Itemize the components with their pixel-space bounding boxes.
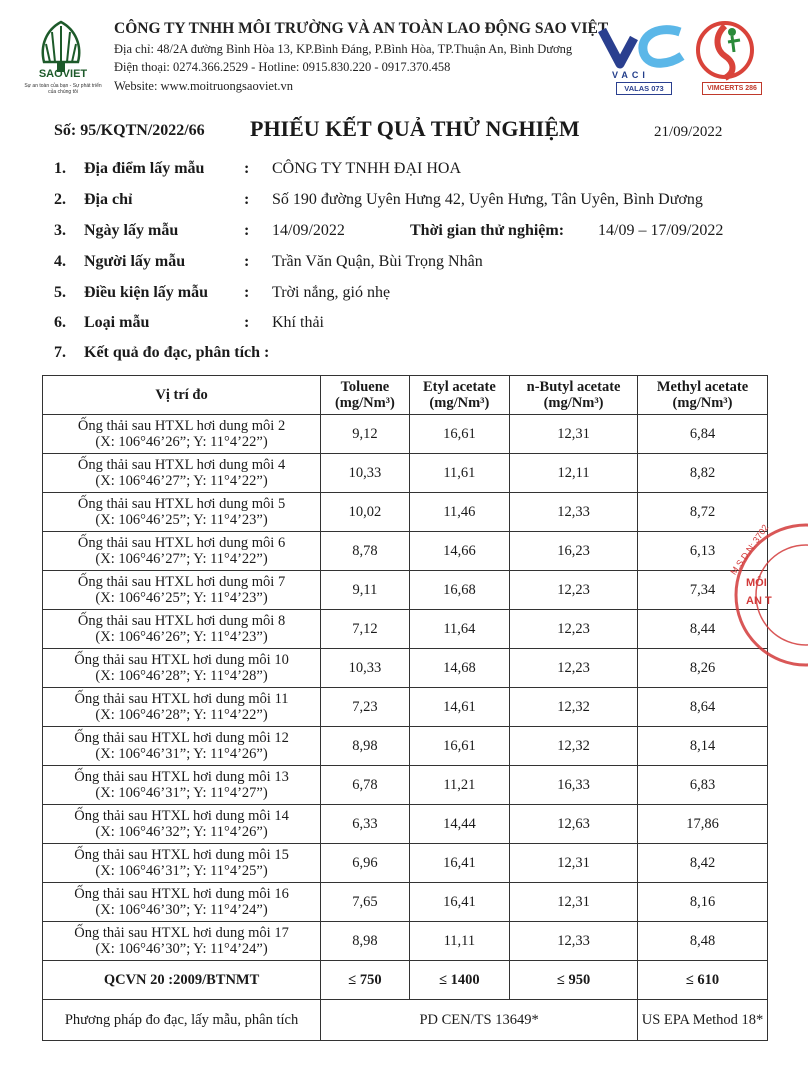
position-coordinates: (X: 106°46’25”; Y: 11°4’23”) <box>95 512 268 528</box>
value-cell: 12,31 <box>510 844 638 883</box>
info-value: Trần Văn Quận, Bùi Trọng Nhân <box>272 253 483 270</box>
position-cell <box>43 610 321 649</box>
company-website: Website: www.moitruongsaoviet.vn <box>114 79 294 93</box>
value-cell: 8,64 <box>638 688 768 727</box>
value-cell: 7,23 <box>321 688 410 727</box>
value-cell: 12,31 <box>510 415 638 454</box>
info-number: 3. <box>54 222 66 239</box>
value-cell: 8,48 <box>638 922 768 961</box>
position-name: Ống thải sau HTXL hơi dung môi 17 <box>74 925 289 941</box>
value-cell: 10,02 <box>321 493 410 532</box>
position-name: Ống thải sau HTXL hơi dung môi 11 <box>74 691 289 707</box>
position-cell <box>43 454 321 493</box>
info-label: Kết quả đo đạc, phân tích : <box>84 344 270 361</box>
value-cell: 16,41 <box>409 883 509 922</box>
position-name: Ống thải sau HTXL hơi dung môi 8 <box>77 613 286 629</box>
value-cell: 11,64 <box>409 610 509 649</box>
position-name: Ống thải sau HTXL hơi dung môi 7 <box>77 574 286 590</box>
value-cell: 12,32 <box>510 688 638 727</box>
value-cell: 11,61 <box>409 454 509 493</box>
table-row <box>43 688 768 727</box>
report-number: Số: 95/KQTN/2022/66 <box>54 122 205 139</box>
value-cell: 12,23 <box>510 571 638 610</box>
position-coordinates: (X: 106°46’27”; Y: 11°4’22”) <box>95 551 268 567</box>
red-seal-stamp-icon <box>728 520 808 670</box>
table-row <box>43 844 768 883</box>
info-value: Trời nắng, gió nhẹ <box>272 284 391 301</box>
position-coordinates: (X: 106°46’31”; Y: 11°4’25”) <box>95 863 268 879</box>
value-cell: 16,68 <box>409 571 509 610</box>
position-cell <box>43 493 321 532</box>
logo-tagline: Sự an toàn của bạn - Sự phát triển của chúng tôi <box>24 83 102 95</box>
position-name: Ống thải sau HTXL hơi dung môi 2 <box>77 418 286 434</box>
info-value: Khí thải <box>272 314 324 331</box>
value-cell: 8,26 <box>638 649 768 688</box>
value-cell: 7,34 <box>638 571 768 610</box>
info-value: CÔNG TY TNHH ĐẠI HOA <box>272 160 462 177</box>
info-label: Địa điểm lấy mẫu <box>84 160 205 177</box>
value-cell: 6,84 <box>638 415 768 454</box>
header-methyl-acetate: Methyl acetate (mg/Nm³) <box>638 376 768 415</box>
position-coordinates: (X: 106°46’30”; Y: 11°4’24”) <box>95 902 268 918</box>
info-number: 1. <box>54 160 66 177</box>
table-row <box>43 493 768 532</box>
company-name: CÔNG TY TNHH MÔI TRƯỜNG VÀ AN TOÀN LAO ĐỘNG SAO VIỆT <box>114 20 609 37</box>
position-name: Ống thải sau HTXL hơi dung môi 12 <box>74 730 289 746</box>
value-cell: 12,31 <box>510 883 638 922</box>
position-name: Ống thải sau HTXL hơi dung môi 5 <box>77 496 286 512</box>
limit-cell: ≤ 950 <box>510 961 638 1000</box>
info-number: 4. <box>54 253 66 270</box>
header-position: Vị trí đo <box>43 376 321 415</box>
value-cell: 8,98 <box>321 727 410 766</box>
position-coordinates: (X: 106°46’31”; Y: 11°4’27”) <box>95 785 268 801</box>
value-cell: 12,32 <box>510 727 638 766</box>
value-cell: 16,23 <box>510 532 638 571</box>
value-cell: 12,23 <box>510 649 638 688</box>
info-label: Người lấy mẫu <box>84 253 186 270</box>
position-cell <box>43 571 321 610</box>
method-row <box>43 1000 768 1041</box>
limit-cell: ≤ 610 <box>638 961 768 1000</box>
value-cell: 12,33 <box>510 493 638 532</box>
info-number: 6. <box>54 314 66 331</box>
position-cell <box>43 532 321 571</box>
value-cell: 17,86 <box>638 805 768 844</box>
stamp-text: MÔI <box>746 577 767 589</box>
position-coordinates: (X: 106°46’25”; Y: 11°4’23”) <box>95 590 268 606</box>
value-cell: 7,12 <box>321 610 410 649</box>
vimcerts-logo-icon <box>694 16 756 88</box>
test-period-value: 14/09 – 17/09/2022 <box>598 222 724 239</box>
value-cell: 8,42 <box>638 844 768 883</box>
table-row <box>43 610 768 649</box>
table-row <box>43 454 768 493</box>
position-coordinates: (X: 106°46’28”; Y: 11°4’28”) <box>95 668 268 684</box>
value-cell: 6,78 <box>321 766 410 805</box>
info-label: Loại mẫu <box>84 314 150 331</box>
company-address: Địa chỉ: 48/2A đường Bình Hòa 13, KP.Bình Đáng, P.Bình Hòa, TP.Thuận An, Bình Dương <box>114 42 573 56</box>
table-row <box>43 727 768 766</box>
value-cell: 14,44 <box>409 805 509 844</box>
value-cell: 10,33 <box>321 454 410 493</box>
value-cell: 8,16 <box>638 883 768 922</box>
value-cell: 6,13 <box>638 532 768 571</box>
results-table <box>42 375 771 1041</box>
value-cell: 6,96 <box>321 844 410 883</box>
value-cell: 16,33 <box>510 766 638 805</box>
position-coordinates: (X: 106°46’28”; Y: 11°4’22”) <box>95 707 268 723</box>
limit-cell: ≤ 750 <box>321 961 410 1000</box>
value-cell: 12,63 <box>510 805 638 844</box>
method-us-epa: US EPA Method 18* <box>638 1000 768 1041</box>
table-row <box>43 766 768 805</box>
value-cell: 8,98 <box>321 922 410 961</box>
position-name: Ống thải sau HTXL hơi dung môi 13 <box>74 769 289 785</box>
value-cell: 6,83 <box>638 766 768 805</box>
value-cell: 9,12 <box>321 415 410 454</box>
table-row <box>43 883 768 922</box>
table-row <box>43 571 768 610</box>
value-cell: 11,46 <box>409 493 509 532</box>
standard-limit-row <box>43 961 768 1000</box>
position-name: Ống thải sau HTXL hơi dung môi 6 <box>77 535 286 551</box>
info-label: Ngày lấy mẫu <box>84 222 179 239</box>
value-cell: 12,23 <box>510 610 638 649</box>
vaci-text: VACI <box>612 70 649 80</box>
value-cell: 14,68 <box>409 649 509 688</box>
value-cell: 14,61 <box>409 688 509 727</box>
position-name: Ống thải sau HTXL hơi dung môi 10 <box>74 652 289 668</box>
info-number: 2. <box>54 191 66 208</box>
info-number: 7. <box>54 344 66 361</box>
value-cell: 8,72 <box>638 493 768 532</box>
value-cell: 11,21 <box>409 766 509 805</box>
info-label: Địa chỉ <box>84 191 133 208</box>
position-name: Ống thải sau HTXL hơi dung môi 15 <box>74 847 289 863</box>
info-value: Số 190 đường Uyên Hưng 42, Uyên Hưng, Tân Uyên, Bình Dương <box>272 191 703 208</box>
table-row <box>43 649 768 688</box>
report-title: PHIẾU KẾT QUẢ THỬ NGHIỆM <box>250 116 580 141</box>
value-cell: 7,65 <box>321 883 410 922</box>
table-row <box>43 922 768 961</box>
value-cell: 16,61 <box>409 415 509 454</box>
header-toluene: Toluene (mg/Nm³) <box>321 376 410 415</box>
method-label: Phương pháp đo đạc, lấy mẫu, phân tích <box>43 1000 321 1041</box>
standard-label: QCVN 20 :2009/BTNMT <box>43 961 321 1000</box>
table-row <box>43 805 768 844</box>
position-cell <box>43 727 321 766</box>
value-cell: 8,14 <box>638 727 768 766</box>
header-n-butyl-acetate: n-Butyl acetate (mg/Nm³) <box>510 376 638 415</box>
test-period-label: Thời gian thử nghiệm: <box>410 222 565 239</box>
value-cell: 9,11 <box>321 571 410 610</box>
value-cell: 11,11 <box>409 922 509 961</box>
table-row <box>43 415 768 454</box>
position-cell <box>43 415 321 454</box>
letterhead <box>0 0 768 110</box>
header-etyl-acetate: Etyl acetate (mg/Nm³) <box>409 376 509 415</box>
info-label: Điều kiện lấy mẫu <box>84 284 209 301</box>
value-cell: 16,41 <box>409 844 509 883</box>
report-date: 21/09/2022 <box>654 124 723 140</box>
value-cell: 8,82 <box>638 454 768 493</box>
position-cell <box>43 649 321 688</box>
position-cell <box>43 766 321 805</box>
position-cell <box>43 922 321 961</box>
position-coordinates: (X: 106°46’32”; Y: 11°4’26”) <box>95 824 268 840</box>
position-coordinates: (X: 106°46’26”; Y: 11°4’23”) <box>95 629 268 645</box>
position-name: Ống thải sau HTXL hơi dung môi 14 <box>74 808 289 824</box>
value-cell: 14,66 <box>409 532 509 571</box>
position-cell <box>43 805 321 844</box>
position-coordinates: (X: 106°46’26”; Y: 11°4’22”) <box>95 434 268 450</box>
limit-cell: ≤ 1400 <box>409 961 509 1000</box>
vimcerts-badge: VIMCERTS 286 <box>702 82 762 95</box>
info-value: 14/09/2022 <box>272 222 345 239</box>
value-cell: 8,44 <box>638 610 768 649</box>
position-cell <box>43 883 321 922</box>
position-cell <box>43 844 321 883</box>
value-cell: 16,61 <box>409 727 509 766</box>
valas-badge: VALAS 073 <box>616 82 672 95</box>
value-cell: 6,33 <box>321 805 410 844</box>
position-cell <box>43 688 321 727</box>
position-name: Ống thải sau HTXL hơi dung môi 4 <box>77 457 286 473</box>
value-cell: 8,78 <box>321 532 410 571</box>
stamp-text: M.S.D.N: 3702 <box>728 522 771 577</box>
value-cell: 12,33 <box>510 922 638 961</box>
position-name: Ống thải sau HTXL hơi dung môi 16 <box>74 886 289 902</box>
value-cell: 10,33 <box>321 649 410 688</box>
value-cell: 12,11 <box>510 454 638 493</box>
logo-text: SAOVIET <box>38 68 88 80</box>
position-coordinates: (X: 106°46’27”; Y: 11°4’22”) <box>95 473 268 489</box>
company-phone: Điện thoại: 0274.366.2529 - Hotline: 0915.830.220 - 0917.370.458 <box>114 60 451 74</box>
position-coordinates: (X: 106°46’31”; Y: 11°4’26”) <box>95 746 268 762</box>
table-header-row <box>43 376 768 415</box>
position-coordinates: (X: 106°46’30”; Y: 11°4’24”) <box>95 941 268 957</box>
table-row <box>43 532 768 571</box>
info-number: 5. <box>54 284 66 301</box>
stamp-text: AN T <box>746 595 772 607</box>
method-standard: PD CEN/TS 13649* <box>321 1000 638 1041</box>
